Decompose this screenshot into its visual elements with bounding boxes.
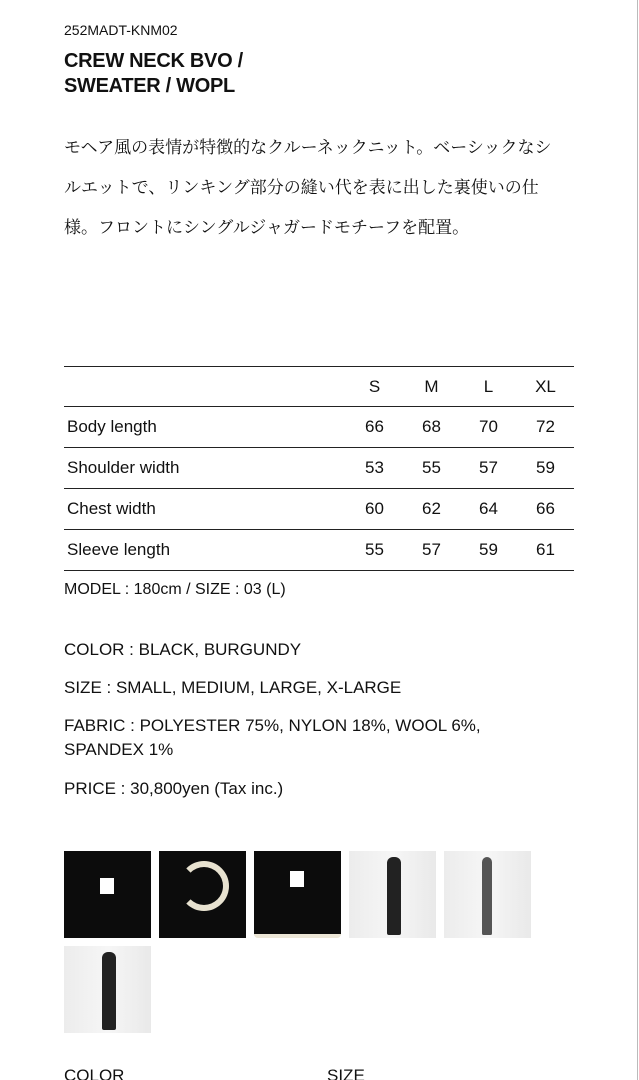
spec-price: PRICE : 30,800yen (Tax inc.) <box>64 779 284 798</box>
header-cell: M <box>403 367 460 407</box>
table-row <box>64 489 574 530</box>
spec-size: SIZE : SMALL, MEDIUM, LARGE, X-LARGE <box>64 678 402 697</box>
size-table <box>64 366 574 571</box>
size-value-cell: 55 <box>403 448 460 489</box>
table-row <box>64 530 574 571</box>
size-value-cell: 55 <box>346 530 403 571</box>
color-selector-label: COLOR <box>64 1066 125 1080</box>
product-description: モヘア風の表情が特徴的なクルーネックニット。ベーシックなシルエットで、リンキング部分の縫い代を表に出した裏使いの仕様。フロントにシングルジャガードモチーフを配置。 <box>64 138 552 238</box>
table-row <box>64 448 574 489</box>
size-value-cell: 57 <box>460 448 517 489</box>
size-value-cell: 57 <box>403 530 460 571</box>
size-value-cell: 60 <box>346 489 403 530</box>
size-value-cell: 62 <box>403 489 460 530</box>
title-line-1: CREW NECK BVO / <box>64 50 243 72</box>
spec-fabric: FABRIC : POLYESTER 75%, NYLON 18%, WOOL 6%, SPANDEX 1% <box>64 716 481 759</box>
table-row <box>64 407 574 448</box>
size-value-cell: 59 <box>460 530 517 571</box>
header-cell: S <box>346 367 403 407</box>
measurement-label: Chest width <box>64 489 346 530</box>
thumbnail-model-front[interactable] <box>349 851 436 938</box>
header-cell: L <box>460 367 517 407</box>
size-value-cell: 68 <box>403 407 460 448</box>
thumbnail-model-back[interactable] <box>64 946 151 1033</box>
title-line-2: SWEATER / WOPL <box>64 75 235 97</box>
measurement-label: Sleeve length <box>64 530 346 571</box>
thumbnail-hem-detail[interactable] <box>254 851 341 938</box>
product-title <box>64 49 243 99</box>
spec-color: COLOR : BLACK, BURGUNDY <box>64 640 302 659</box>
thumbnail-model-side[interactable] <box>444 851 531 938</box>
size-selector-label: SIZE <box>327 1066 365 1080</box>
product-code: 252MADT-KNM02 <box>64 22 178 38</box>
size-value-cell: 53 <box>346 448 403 489</box>
size-value-cell: 64 <box>460 489 517 530</box>
size-value-cell: 66 <box>517 489 574 530</box>
measurement-label: Shoulder width <box>64 448 346 489</box>
size-value-cell: 66 <box>346 407 403 448</box>
header-cell <box>64 367 346 407</box>
size-value-cell: 72 <box>517 407 574 448</box>
size-value-cell: 70 <box>460 407 517 448</box>
size-value-cell: 61 <box>517 530 574 571</box>
size-value-cell: 59 <box>517 448 574 489</box>
measurement-label: Body length <box>64 407 346 448</box>
thumbnail-motif-detail[interactable] <box>159 851 246 938</box>
table-header-row <box>64 367 574 407</box>
model-info: MODEL : 180cm / SIZE : 03 (L) <box>64 581 286 598</box>
header-cell: XL <box>517 367 574 407</box>
scrollbar-edge <box>637 0 638 1080</box>
thumbnail-front-neck[interactable] <box>64 851 151 938</box>
product-thumbnails <box>64 851 544 1033</box>
